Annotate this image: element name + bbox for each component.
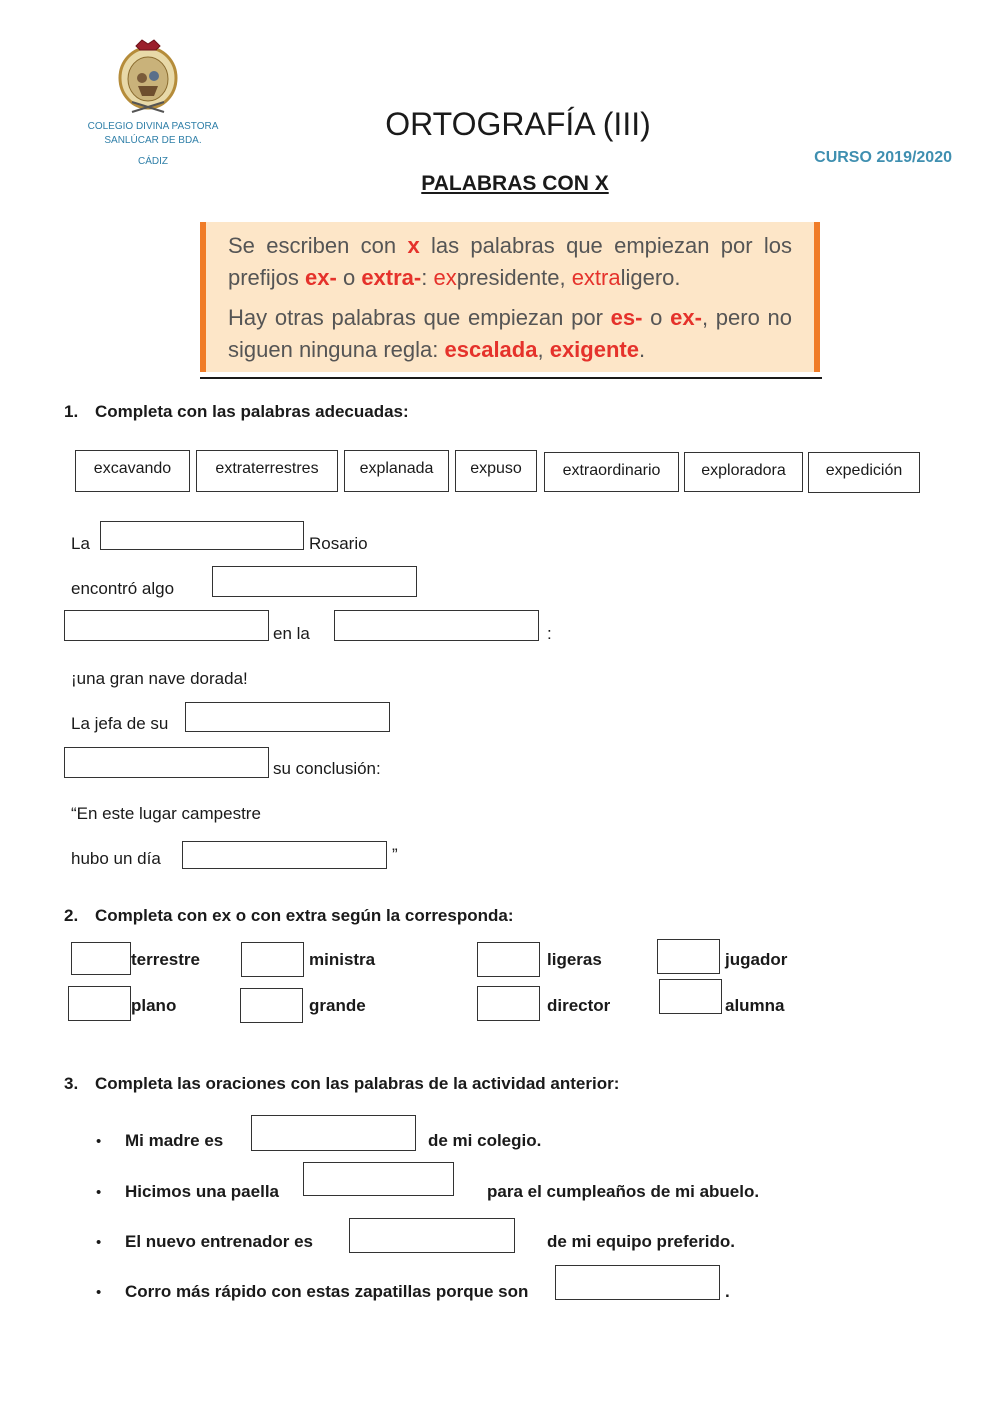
answer-blank[interactable] [251, 1115, 416, 1151]
course-year: CURSO 2019/2020 [814, 149, 952, 166]
text-en-la: en la [273, 624, 310, 643]
divider-line [200, 377, 822, 379]
bullet-icon: • [96, 1234, 102, 1251]
question-2-heading: 2. Completa con ex o con extra según la corresponda: [64, 906, 514, 925]
answer-blank[interactable] [349, 1218, 515, 1253]
prefix-blank[interactable] [477, 942, 540, 977]
school-name-line2: SANLÚCAR DE BDA. [104, 135, 202, 146]
prefix-blank[interactable] [71, 942, 131, 975]
prefix-blank[interactable] [240, 988, 303, 1023]
school-crest-logo [110, 38, 186, 114]
q2-word: plano [131, 996, 177, 1015]
prefix-blank[interactable] [241, 942, 304, 977]
q2-word: terrestre [131, 950, 200, 969]
word-bank-item[interactable]: extraterrestres [196, 450, 338, 492]
page-title: ORTOGRAFÍA (III) [385, 106, 651, 142]
sentence-4-start: Corro más rápido con estas zapatillas porque son [125, 1282, 529, 1301]
answer-blank[interactable] [182, 841, 387, 869]
prefix-blank[interactable] [657, 939, 720, 974]
page-subtitle: PALABRAS CON X [421, 172, 609, 195]
word-bank-item[interactable]: expedición [808, 452, 920, 493]
word-bank-item[interactable]: excavando [75, 450, 190, 492]
q2-word: grande [309, 996, 366, 1015]
bullet-icon: • [96, 1184, 102, 1201]
text-rosario: Rosario [309, 534, 368, 553]
spelling-rule-box [200, 222, 820, 372]
text-lugar: “En este lugar campestre [71, 804, 261, 823]
answer-blank[interactable] [185, 702, 390, 732]
answer-blank[interactable] [555, 1265, 720, 1300]
text-hubo: hubo un día [71, 849, 161, 868]
word-bank-item[interactable]: extraordinario [544, 452, 679, 492]
word-bank-item[interactable]: exploradora [684, 452, 803, 492]
sentence-3-end: de mi equipo preferido. [547, 1232, 735, 1251]
question-1-heading: 1. Completa con las palabras adecuadas: [64, 402, 409, 421]
q2-word: ligeras [547, 950, 602, 969]
school-city: CÁDIZ [138, 156, 168, 167]
text-colon: : [547, 624, 552, 643]
text-conclusion: su conclusión: [273, 759, 381, 778]
sentence-1-end: de mi colegio. [428, 1131, 542, 1150]
prefix-blank[interactable] [477, 986, 540, 1021]
text-nave: ¡una gran nave dorada! [71, 669, 248, 688]
school-name-line1: COLEGIO DIVINA PASTORA [87, 121, 219, 132]
sentence-3-start: El nuevo entrenador es [125, 1232, 313, 1251]
answer-blank[interactable] [334, 610, 539, 641]
answer-blank[interactable] [212, 566, 417, 597]
text-encontro: encontró algo [71, 579, 175, 598]
rule-paragraph-2: Hay otras palabras que empiezan por es- o ex-, pero no siguen ninguna regla: escalada, exigente. [228, 305, 792, 362]
word-bank-item[interactable]: explanada [344, 450, 449, 492]
sentence-2-end: para el cumpleaños de mi abuelo. [487, 1182, 760, 1201]
rule-paragraph-1: Se escriben con x las palabras que empiezan por los prefijos ex- o extra-: expresidente, extraligero. [228, 233, 792, 290]
q2-word: ministra [309, 950, 376, 969]
sentence-1-start: Mi madre es [125, 1131, 224, 1150]
bullet-icon: • [96, 1133, 102, 1150]
text-jefa: La jefa de su [71, 714, 169, 733]
q2-word: alumna [725, 996, 785, 1015]
sentence-2-start: Hicimos una paella [125, 1182, 279, 1201]
answer-blank[interactable] [303, 1162, 454, 1196]
sentence-4-end: . [725, 1282, 730, 1301]
bullet-icon: • [96, 1284, 102, 1301]
q2-word: director [547, 996, 611, 1015]
word-bank-item[interactable]: expuso [455, 450, 537, 492]
answer-blank[interactable] [64, 610, 269, 641]
prefix-blank[interactable] [68, 986, 131, 1021]
answer-blank[interactable] [64, 747, 269, 778]
text-close-quote: ” [392, 845, 398, 864]
q2-word: jugador [725, 950, 788, 969]
prefix-blank[interactable] [659, 979, 722, 1014]
text-la: La [71, 534, 90, 553]
answer-blank[interactable] [100, 521, 304, 550]
question-3-heading: 3. Completa las oraciones con las palabras de la actividad anterior: [64, 1074, 620, 1093]
